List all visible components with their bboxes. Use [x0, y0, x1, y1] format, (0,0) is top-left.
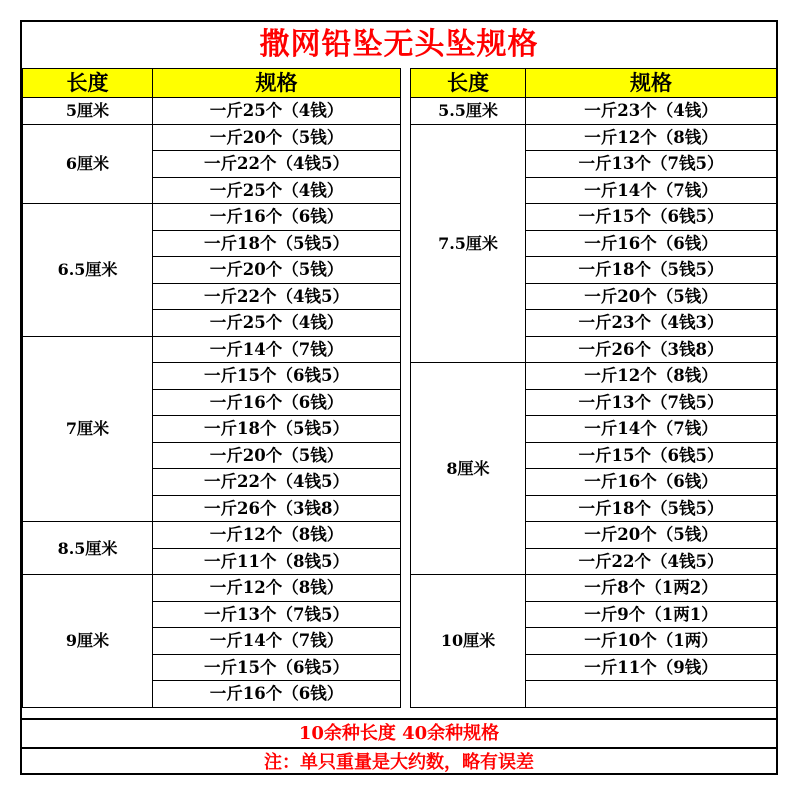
spec-cell: 一斤20个（5钱）: [526, 522, 777, 549]
spec-cell: 一斤11个（8钱5）: [153, 548, 401, 575]
table-row: [23, 336, 401, 363]
spec-cell: 一斤18个（5钱5）: [153, 416, 401, 443]
footer-note: 注：单只重量是大约数，略有误差: [22, 747, 776, 776]
spec-cell: 一斤14个（7钱）: [526, 177, 777, 204]
spec-cell: 一斤15个（6钱5）: [153, 363, 401, 390]
table-row: [23, 204, 401, 231]
spec-cell: 一斤9个（1两1）: [526, 601, 777, 628]
length-cell: 6.5厘米: [23, 204, 153, 337]
spec-cell: 一斤16个（6钱）: [526, 469, 777, 496]
spec-cell: 一斤14个（7钱）: [526, 416, 777, 443]
spec-cell: 一斤18个（5钱5）: [526, 495, 777, 522]
header-length: 长度: [23, 69, 153, 98]
spec-cell: 一斤22个（4钱5）: [153, 469, 401, 496]
spec-table-left: [22, 68, 401, 708]
spec-cell: [526, 681, 777, 708]
table-row: [23, 522, 401, 549]
spec-cell: 一斤16个（6钱）: [153, 681, 401, 708]
length-cell: 8厘米: [411, 363, 526, 575]
spec-cell: 一斤20个（5钱）: [526, 283, 777, 310]
table-row: [23, 98, 401, 125]
spec-cell: 一斤20个（5钱）: [153, 257, 401, 284]
header-row: [23, 69, 401, 98]
spec-cell: 一斤10个（1两）: [526, 628, 777, 655]
spec-cell: 一斤14个（7钱）: [153, 628, 401, 655]
spec-cell: 一斤23个（4钱）: [526, 98, 777, 125]
spec-cell: 一斤13个（7钱5）: [526, 389, 777, 416]
spec-cell: 一斤20个（5钱）: [153, 442, 401, 469]
spec-cell: 一斤13个（7钱5）: [526, 151, 777, 178]
spec-cell: 一斤8个（1两2）: [526, 575, 777, 602]
table-row: [23, 124, 401, 151]
spec-cell: 一斤16个（6钱）: [526, 230, 777, 257]
header-spec: 规格: [153, 69, 401, 98]
table-row: [411, 575, 777, 602]
footer-summary: 10余种长度 40余种规格: [22, 718, 776, 747]
spec-cell: 一斤12个（8钱）: [153, 522, 401, 549]
spec-cell: 一斤15个（6钱5）: [526, 442, 777, 469]
spec-cell: 一斤20个（5钱）: [153, 124, 401, 151]
spec-cell: 一斤16个（6钱）: [153, 389, 401, 416]
spec-cell: 一斤25个（4钱）: [153, 310, 401, 337]
header-spec: 规格: [526, 69, 777, 98]
spec-cell: 一斤16个（6钱）: [153, 204, 401, 231]
length-cell: 6厘米: [23, 124, 153, 204]
table-row: [23, 575, 401, 602]
spec-table-right: [410, 68, 777, 708]
spec-cell: 一斤26个（3钱8）: [526, 336, 777, 363]
spec-cell: 一斤22个（4钱5）: [153, 283, 401, 310]
spec-cell: 一斤12个（8钱）: [153, 575, 401, 602]
length-cell: 5厘米: [23, 98, 153, 125]
footer: [22, 718, 776, 773]
spec-cell: 一斤11个（9钱）: [526, 654, 777, 681]
spec-cell: 一斤13个（7钱5）: [153, 601, 401, 628]
length-cell: 7厘米: [23, 336, 153, 522]
length-cell: 9厘米: [23, 575, 153, 708]
length-cell: 8.5厘米: [23, 522, 153, 575]
spec-cell: 一斤25个（4钱）: [153, 177, 401, 204]
spec-cell: 一斤18个（5钱5）: [526, 257, 777, 284]
spec-cell: 一斤25个（4钱）: [153, 98, 401, 125]
page-title: 撒网铅坠无头坠规格: [259, 27, 539, 62]
spec-cell: 一斤15个（6钱5）: [153, 654, 401, 681]
header-length: 长度: [411, 69, 526, 98]
table-row: [411, 124, 777, 151]
length-cell: 7.5厘米: [411, 124, 526, 363]
spec-cell: 一斤23个（4钱3）: [526, 310, 777, 337]
spec-sheet: [20, 20, 778, 775]
spec-cell: 一斤14个（7钱）: [153, 336, 401, 363]
table-row: [411, 98, 777, 125]
spec-cell: 一斤12个（8钱）: [526, 124, 777, 151]
spec-cell: 一斤22个（4钱5）: [526, 548, 777, 575]
spec-cell: 一斤26个（3钱8）: [153, 495, 401, 522]
spec-cell: 一斤15个（6钱5）: [526, 204, 777, 231]
length-cell: 5.5厘米: [411, 98, 526, 125]
header-row: [411, 69, 777, 98]
spec-cell: 一斤12个（8钱）: [526, 363, 777, 390]
spec-cell: 一斤18个（5钱5）: [153, 230, 401, 257]
spec-cell: 一斤22个（4钱5）: [153, 151, 401, 178]
table-row: [411, 363, 777, 390]
length-cell: 10厘米: [411, 575, 526, 708]
